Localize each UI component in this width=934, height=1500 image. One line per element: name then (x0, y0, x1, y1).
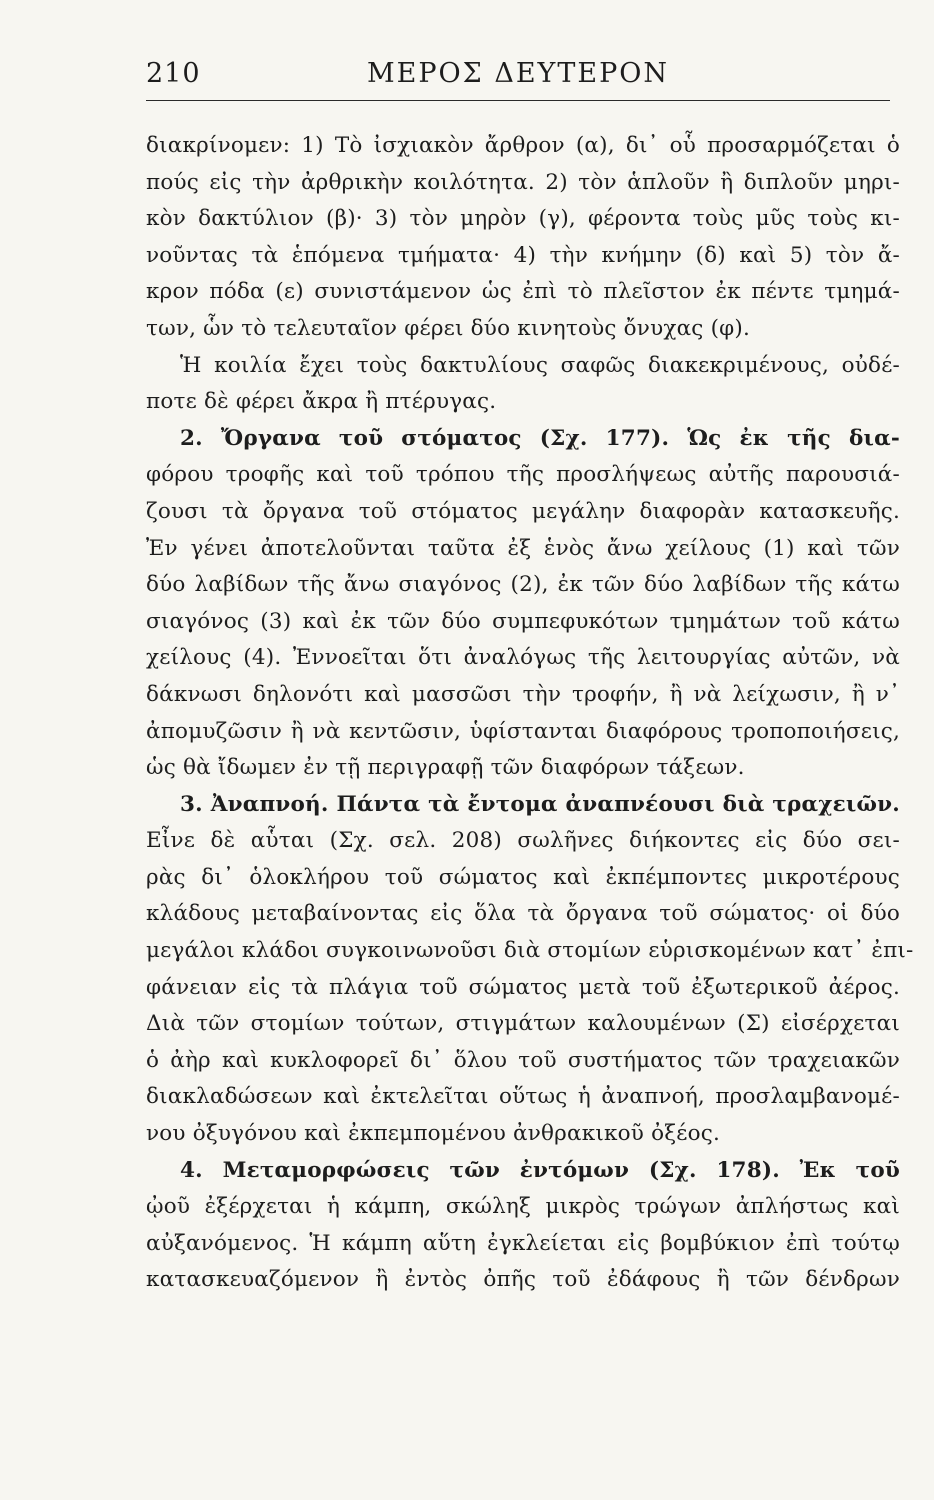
text-line: ποτε δὲ φέρει ἄκρα ἢ πτέρυγας. (146, 389, 497, 415)
text-line: Ἡ κοιλία ἔχει τοὺς δακτυλίους σαφῶς διακεκριμένους, οὐδέ- (180, 352, 900, 378)
text-line: μεγάλοι κλάδοι συγκοινωνοῦσι διὰ στομίων εὑρισκομένων κατ᾽ ἐπι- (146, 938, 914, 964)
text-line: κλάδους μεταβαίνοντας εἰς ὅλα τὰ ὄργανα τοῦ σώματος· οἱ δύο (146, 901, 900, 927)
text-line: σιαγόνος (3) καὶ ἐκ τῶν δύο συμπεφυκότων τμημάτων τοῦ κάτω (146, 608, 900, 634)
text-line: Διὰ τῶν στομίων τούτων, στιγμάτων καλουμένων (Σ) εἰσέρχεται (146, 1011, 900, 1037)
text-line: δύο λαβίδων τῆς ἄνω σιαγόνος (2), ἐκ τῶν δύο λαβίδων τῆς κάτω (146, 572, 900, 598)
page-header (146, 52, 890, 101)
text-line: κρον πόδα (ε) συνιστάμενον ὡς ἐπὶ τὸ πλεῖστον ἐκ πέντε τμημά- (146, 279, 900, 305)
text-line: δάκνωσι δηλονότι καὶ μασσῶσι τὴν τροφήν, ἢ νὰ λείχωσιν, ἢ ν᾽ (146, 681, 900, 707)
text-line: νοῦντας τὰ ἑπόμενα τμήματα· 4) τὴν κνήμην (δ) καὶ 5) τὸν ἄ- (146, 242, 900, 268)
body-text (146, 128, 914, 1299)
running-title: ΜΕΡΟΣ ΔΕΥΤΕΡΟΝ (366, 58, 669, 89)
text-line: κὸν δακτύλιον (β)· 3) τὸν μηρὸν (γ), φέροντα τοὺς μῦς τοὺς κι- (146, 206, 900, 232)
section-heading-line: 2. Ὄργανα τοῦ στόματος (Σχ. 177). Ὡς ἐκ τῆς δια- (180, 425, 900, 451)
section-heading-line: 4. Μεταμορφώσεις τῶν ἐντόμων (Σχ. 178). Ἐκ τοῦ (180, 1157, 900, 1183)
text-line: ᾠοῦ ἐξέρχεται ἡ κάμπη, σκώληξ μικρὸς τρώγων ἀπλήστως καὶ (146, 1194, 900, 1220)
page-number: 210 (146, 58, 201, 89)
text-line: ζουσι τὰ ὄργανα τοῦ στόματος μεγάλην διαφορὰν κατασκευῆς. (146, 498, 900, 524)
text-line: φόρου τροφῆς καὶ τοῦ τρόπου τῆς προσλήψεως αὐτῆς παρουσιά- (146, 462, 900, 488)
text-line: ὁ ἀὴρ καὶ κυκλοφορεῖ δι᾽ ὅλου τοῦ συστήματος τῶν τραχειακῶν (146, 1047, 900, 1073)
text-line: Ἐν γένει ἀποτελοῦνται ταῦτα ἐξ ἑνὸς ἄνω χείλους (1) καὶ τῶν (146, 535, 900, 561)
text-line: φάνειαν εἰς τὰ πλάγια τοῦ σώματος μετὰ τοῦ ἐξωτερικοῦ ἀέρος. (146, 974, 900, 1000)
text-line: ἀπομυζῶσιν ἢ νὰ κεντῶσιν, ὑφίστανται διαφόρους τροποποιήσεις, (146, 718, 900, 744)
section-heading-line: 3. Ἀναπνοή. Πάντα τὰ ἔντομα ἀναπνέουσι διὰ τραχειῶν. (180, 791, 900, 817)
text-line: διακρίνομεν: 1) Τὸ ἰσχιακὸν ἄρθρον (α), δι᾽ οὗ προσαρμόζεται ὁ (146, 133, 900, 158)
text-line: των, ὧν τὸ τελευταῖον φέρει δύο κινητοὺς ὄνυχας (φ). (146, 315, 751, 341)
text-line: αὐξανόμενος. Ἡ κάμπη αὕτη ἐγκλείεται εἰς βομβύκιον ἐπὶ τούτῳ (146, 1230, 900, 1256)
text-line: χείλους (4). Ἐννοεῖται ὅτι ἀναλόγως τῆς λειτουργίας αὐτῶν, νὰ (146, 645, 900, 671)
text-line: κατασκευαζόμενον ἢ ἐντὸς ὀπῆς τοῦ ἐδάφους ἢ τῶν δένδρων (146, 1267, 900, 1293)
text-line: ὡς θὰ ἴδωμεν ἐν τῇ περιγραφῇ τῶν διαφόρων τάξεων. (146, 755, 745, 781)
text-line: πούς εἰς τὴν ἀρθρικὴν κοιλότητα. 2) τὸν ἁπλοῦν ἢ διπλοῦν μηρι- (146, 169, 900, 195)
text-line: ρὰς δι᾽ ὁλοκλήρου τοῦ σώματος καὶ ἐκπέμποντες μικροτέρους (146, 864, 900, 890)
text-line: διακλαδώσεων καὶ ἐκτελεῖται οὕτως ἡ ἀναπνοή, προσλαμβανομέ- (146, 1084, 900, 1110)
text-line: νου ὀξυγόνου καὶ ἐκπεμπομένου ἀνθρακικοῦ ὀξέος. (146, 1121, 721, 1147)
text-line: Εἶνε δὲ αὗται (Σχ. σελ. 208) σωλῆνες διήκοντες εἰς δύο σει- (146, 828, 900, 854)
